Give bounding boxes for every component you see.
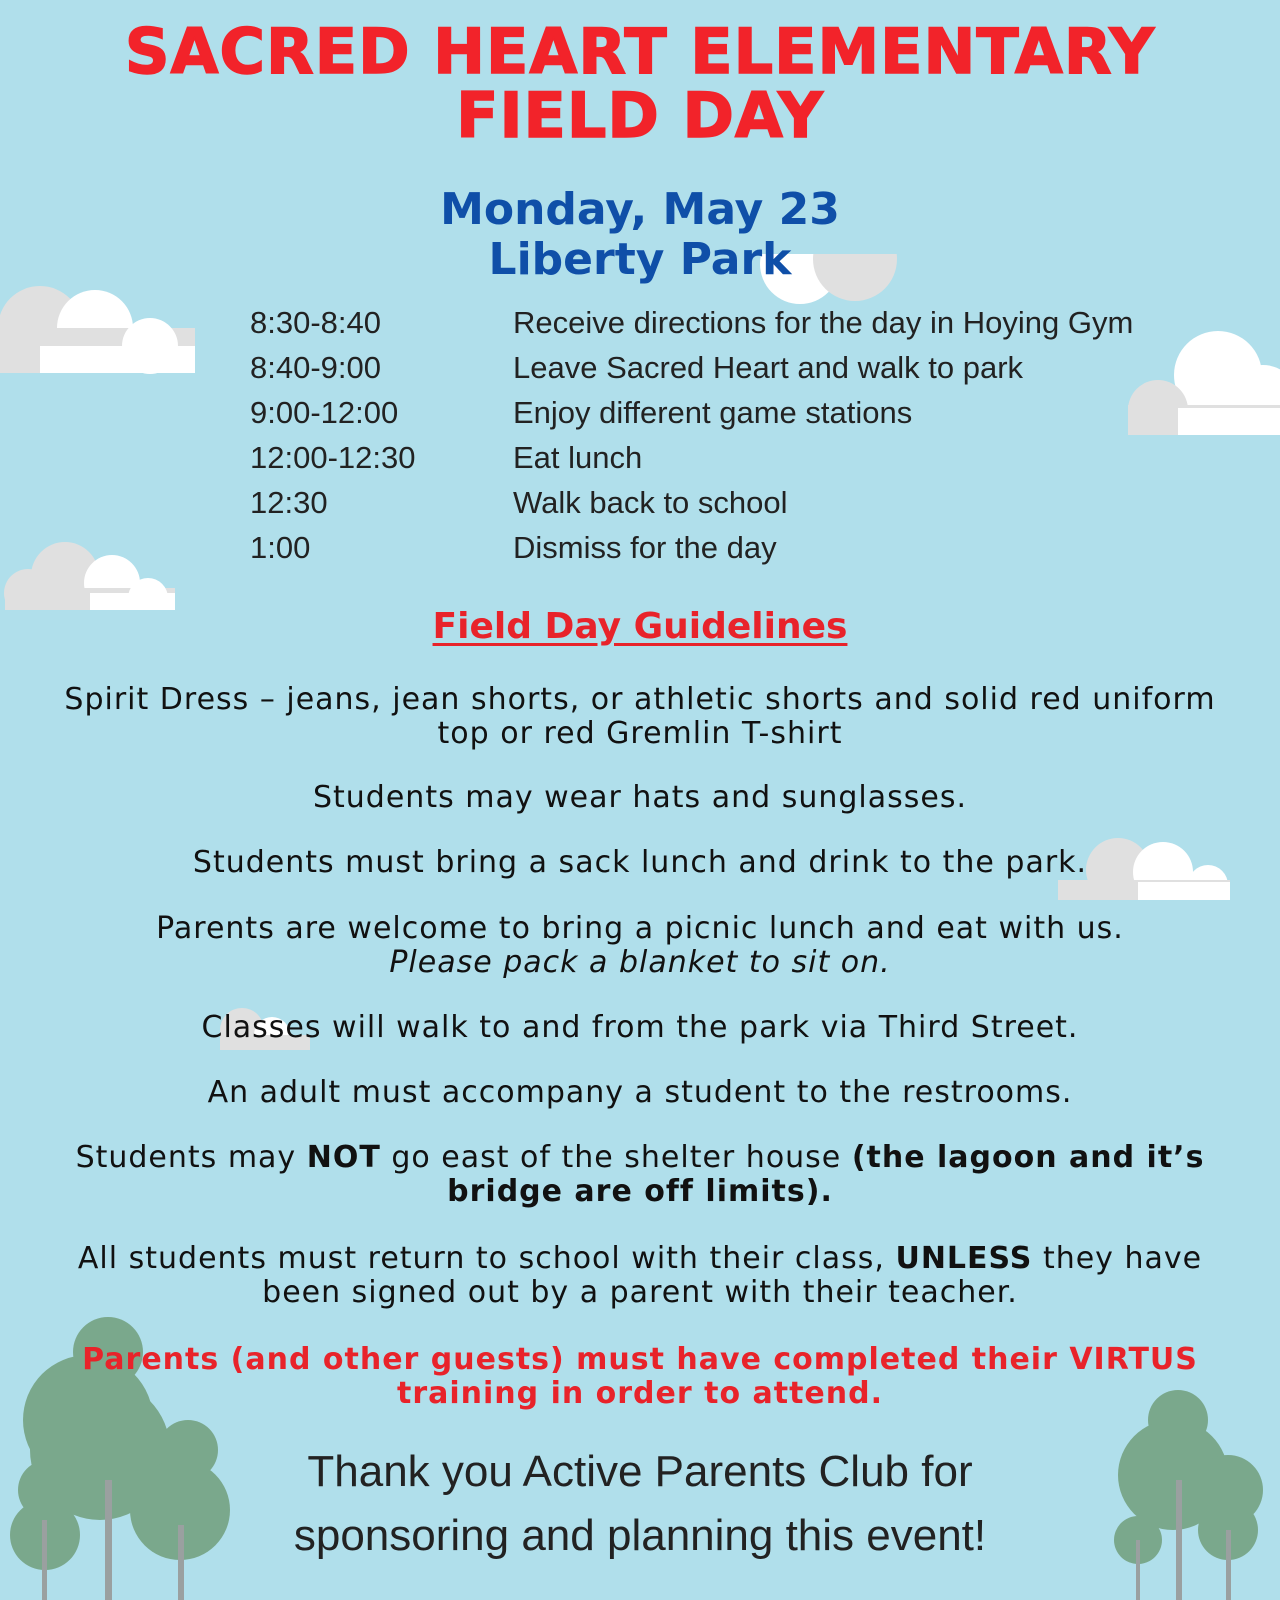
guideline-lunch: Students must bring a sack lunch and drink to the park.: [192, 845, 1088, 880]
guideline-return: [40, 1242, 1240, 1310]
guideline-east-bold: (the lagoon and it’s bridge are off limits).: [447, 1140, 1205, 1209]
guideline-return-unless: UNLESS: [895, 1241, 1033, 1276]
schedule-time: 12:30: [250, 485, 328, 520]
schedule-time: 8:40-9:00: [250, 350, 381, 385]
guideline-spirit-dress-line2: top or red Gremlin T-shirt: [437, 716, 843, 751]
guideline-restroom: An adult must accompany a student to the restrooms.: [207, 1075, 1073, 1110]
title-line-2: FIELD DAY: [456, 79, 824, 152]
schedule-time: 8:30-8:40: [250, 305, 381, 340]
event-location: Liberty Park: [488, 234, 792, 285]
thanks-line-1: Thank you Active Parents Club for: [307, 1447, 973, 1496]
schedule-time: 1:00: [250, 530, 311, 565]
guideline-spirit-dress: [30, 683, 1250, 751]
guideline-hats: Students may wear hats and sunglasses.: [312, 780, 967, 815]
guideline-spirit-dress-line1: Spirit Dress – jeans, jean shorts, or athletic shorts and solid red uniform: [64, 682, 1216, 717]
guideline-east-text-b: go east of the shelter house: [380, 1140, 852, 1175]
schedule-activity: Eat lunch: [513, 440, 643, 475]
guideline-blanket-line: Please pack a blanket to sit on.: [389, 945, 891, 980]
guideline-return-text-b: they have been signed out by a parent with their teacher.: [262, 1241, 1203, 1310]
schedule-activity: Walk back to school: [513, 485, 788, 520]
guideline-east-not: NOT: [306, 1140, 381, 1175]
guideline-virtus: Parents (and other guests) must have completed their VIRTUS training in order to attend.: [82, 1342, 1198, 1411]
schedule-activity: Leave Sacred Heart and walk to park: [513, 350, 1024, 385]
thanks-line-2: sponsoring and planning this event!: [293, 1511, 987, 1560]
guideline-picnic: [30, 912, 1250, 980]
guideline-walk: Classes will walk to and from the park via Third Street.: [201, 1010, 1079, 1045]
guideline-east-limit: [40, 1141, 1240, 1209]
event-date: Monday, May 23: [440, 184, 840, 235]
schedule-activity: Receive directions for the day in Hoying Gym: [513, 305, 1134, 340]
guideline-return-text-a: All students must return to school with their class,: [77, 1241, 896, 1276]
title-line-1: SACRED HEART ELEMENTARY: [124, 15, 1156, 88]
guideline-picnic-line: Parents are welcome to bring a picnic lunch and eat with us.: [156, 911, 1124, 946]
guidelines-title: Field Day Guidelines: [432, 606, 848, 647]
schedule-time: 9:00-12:00: [250, 395, 399, 430]
guideline-east-text-a: Students may: [75, 1140, 307, 1175]
schedule-activity: Enjoy different game stations: [513, 395, 913, 430]
schedule-time: 12:00-12:30: [250, 440, 416, 475]
cloud-decoration: [0, 538, 180, 610]
schedule-activity: Dismiss for the day: [513, 530, 777, 565]
